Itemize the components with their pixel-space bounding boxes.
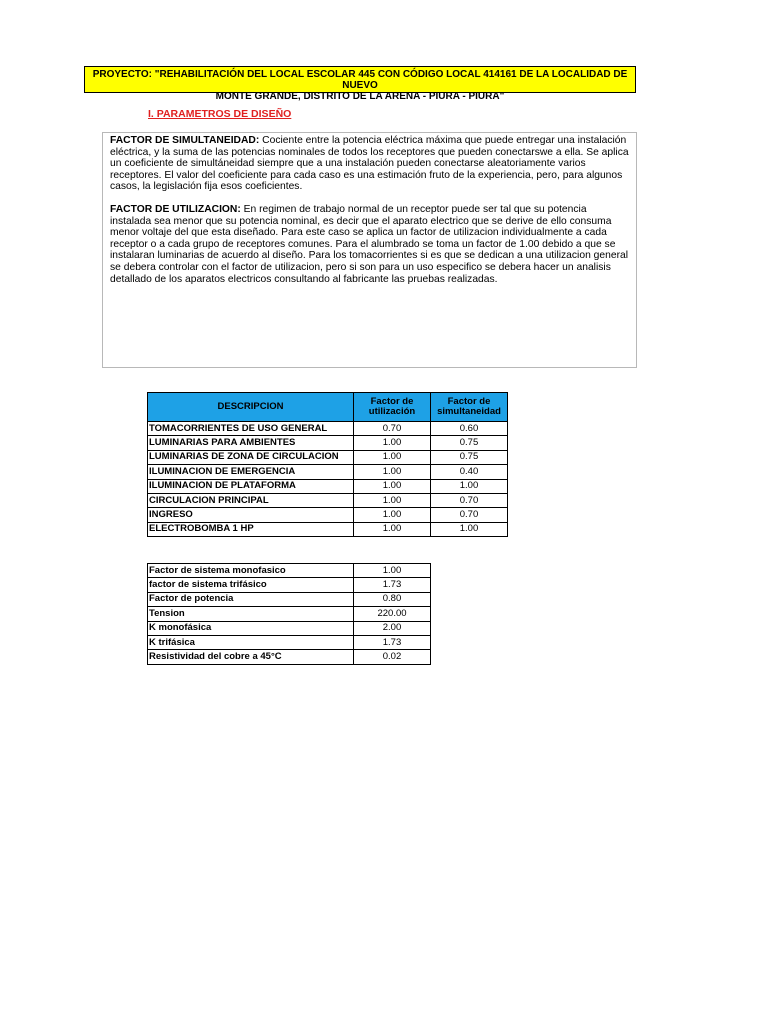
parameter-value: 0.02 <box>354 650 431 664</box>
table-row <box>148 522 508 536</box>
simultaneidad-paragraph <box>110 135 629 193</box>
project-title-line2: MONTE GRANDE, DISTRITO DE LA ARENA - PIURA - PIURA" <box>215 91 505 102</box>
row-description: ILUMINACION DE EMERGENCIA <box>148 465 354 479</box>
utilizacion-label: FACTOR DE UTILIZACION: <box>110 203 241 215</box>
simultaneidad-label: FACTOR DE SIMULTANEIDAD: <box>110 135 260 146</box>
row-description: ELECTROBOMBA 1 HP <box>148 522 354 536</box>
row-simultaneidad: 1.00 <box>431 479 508 493</box>
row-description: CIRCULACION PRINCIPAL <box>148 493 354 507</box>
row-simultaneidad: 0.60 <box>431 422 508 436</box>
utilizacion-paragraph <box>110 204 629 285</box>
row-utilizacion: 1.00 <box>354 522 431 536</box>
table-row <box>148 422 508 436</box>
parameter-name: factor de sistema trifásico <box>148 578 354 592</box>
table-row <box>148 479 508 493</box>
table-row <box>148 650 431 664</box>
parameter-value: 1.73 <box>354 578 431 592</box>
parameter-name: Resistividad del cobre a 45°C <box>148 650 354 664</box>
row-utilizacion: 1.00 <box>354 436 431 450</box>
parameter-name: Factor de potencia <box>148 592 354 606</box>
table-row <box>148 465 508 479</box>
project-title-line1: PROYECTO: "REHABILITACIÓN DEL LOCAL ESCOLAR 445 CON CÓDIGO LOCAL 414161 DE LA LOCALIDAD DE NUEVO <box>92 69 628 91</box>
parameter-value: 220.00 <box>354 607 431 621</box>
parameter-value: 2.00 <box>354 621 431 635</box>
row-utilizacion: 1.00 <box>354 493 431 507</box>
table-row <box>148 592 431 606</box>
header-factor-simultaneidad: Factor de simultaneidad <box>431 393 508 422</box>
parameter-name: Factor de sistema monofasico <box>148 564 354 578</box>
table-row <box>148 621 431 635</box>
table-row <box>148 564 431 578</box>
row-utilizacion: 0.70 <box>354 422 431 436</box>
row-utilizacion: 1.00 <box>354 508 431 522</box>
table-row <box>148 493 508 507</box>
row-utilizacion: 1.00 <box>354 479 431 493</box>
factors-table <box>147 392 508 537</box>
parameter-value: 0.80 <box>354 592 431 606</box>
header-factor-utilizacion: Factor de utilización <box>354 393 431 422</box>
parameter-value: 1.73 <box>354 635 431 649</box>
row-utilizacion: 1.00 <box>354 465 431 479</box>
parameter-name: Tension <box>148 607 354 621</box>
row-description: LUMINARIAS PARA AMBIENTES <box>148 436 354 450</box>
row-simultaneidad: 0.70 <box>431 508 508 522</box>
section-title: I. PARAMETROS DE DISEÑO <box>148 108 292 120</box>
row-simultaneidad: 0.70 <box>431 493 508 507</box>
row-simultaneidad: 1.00 <box>431 522 508 536</box>
row-description: LUMINARIAS DE ZONA DE CIRCULACION <box>148 450 354 464</box>
parameter-name: K trifásica <box>148 635 354 649</box>
table-row <box>148 508 508 522</box>
factors-table-header <box>148 393 508 422</box>
parameter-name: K monofásica <box>148 621 354 635</box>
header-descripcion: DESCRIPCION <box>148 393 354 422</box>
simultaneidad-text: Cociente entre la potencia eléctrica máxima que puede entregar una instalación eléctrica, y la suma de las potencias nominales de todos los receptores que pueden conectarswe a ella. Se aplica un coeficiente de simultáneidad siempre que a una instalación pueden conectarse aleatoriamente varios receptores. El valor del coeficiente para cada caso es una estimación fruto de la experiencia, pero, para algunos casos, la legislación fija esos coeficientes. <box>110 135 629 193</box>
row-simultaneidad: 0.75 <box>431 436 508 450</box>
table-row <box>148 635 431 649</box>
definitions-box <box>102 132 637 368</box>
table-row <box>148 607 431 621</box>
row-simultaneidad: 0.40 <box>431 465 508 479</box>
row-description: INGRESO <box>148 508 354 522</box>
row-description: ILUMINACION DE PLATAFORMA <box>148 479 354 493</box>
system-parameters-table <box>147 563 431 665</box>
row-simultaneidad: 0.75 <box>431 450 508 464</box>
table-row <box>148 578 431 592</box>
row-description: TOMACORRIENTES DE USO GENERAL <box>148 422 354 436</box>
project-title-box <box>84 66 636 102</box>
utilizacion-text: En regimen de trabajo normal de un receptor puede ser tal que su potencia instalada sea menor que su potencia nominal, es decir que el aparato electrico que se derive de ello consuma menor voltaje del que esta diseñado. Para este caso se aplica un factor de utilizacion individualmente a cada receptor o a cada grupo de receptores comunes. Para el alumbrado se toma un factor de 1.00 debido a que se instalaran luminarias de acuerdo al diseño. Para los tomacorrientes si es que se dedican a una utilizacion general se debera controlar con el factor de utilizacion, pero si son para un uso especifico se debera hacer un analisis detallado de los aparatos electricos consultando al fabricante las pruebas realizadas. <box>110 203 629 285</box>
row-utilizacion: 1.00 <box>354 450 431 464</box>
table-row <box>148 450 508 464</box>
parameter-value: 1.00 <box>354 564 431 578</box>
table-row <box>148 436 508 450</box>
